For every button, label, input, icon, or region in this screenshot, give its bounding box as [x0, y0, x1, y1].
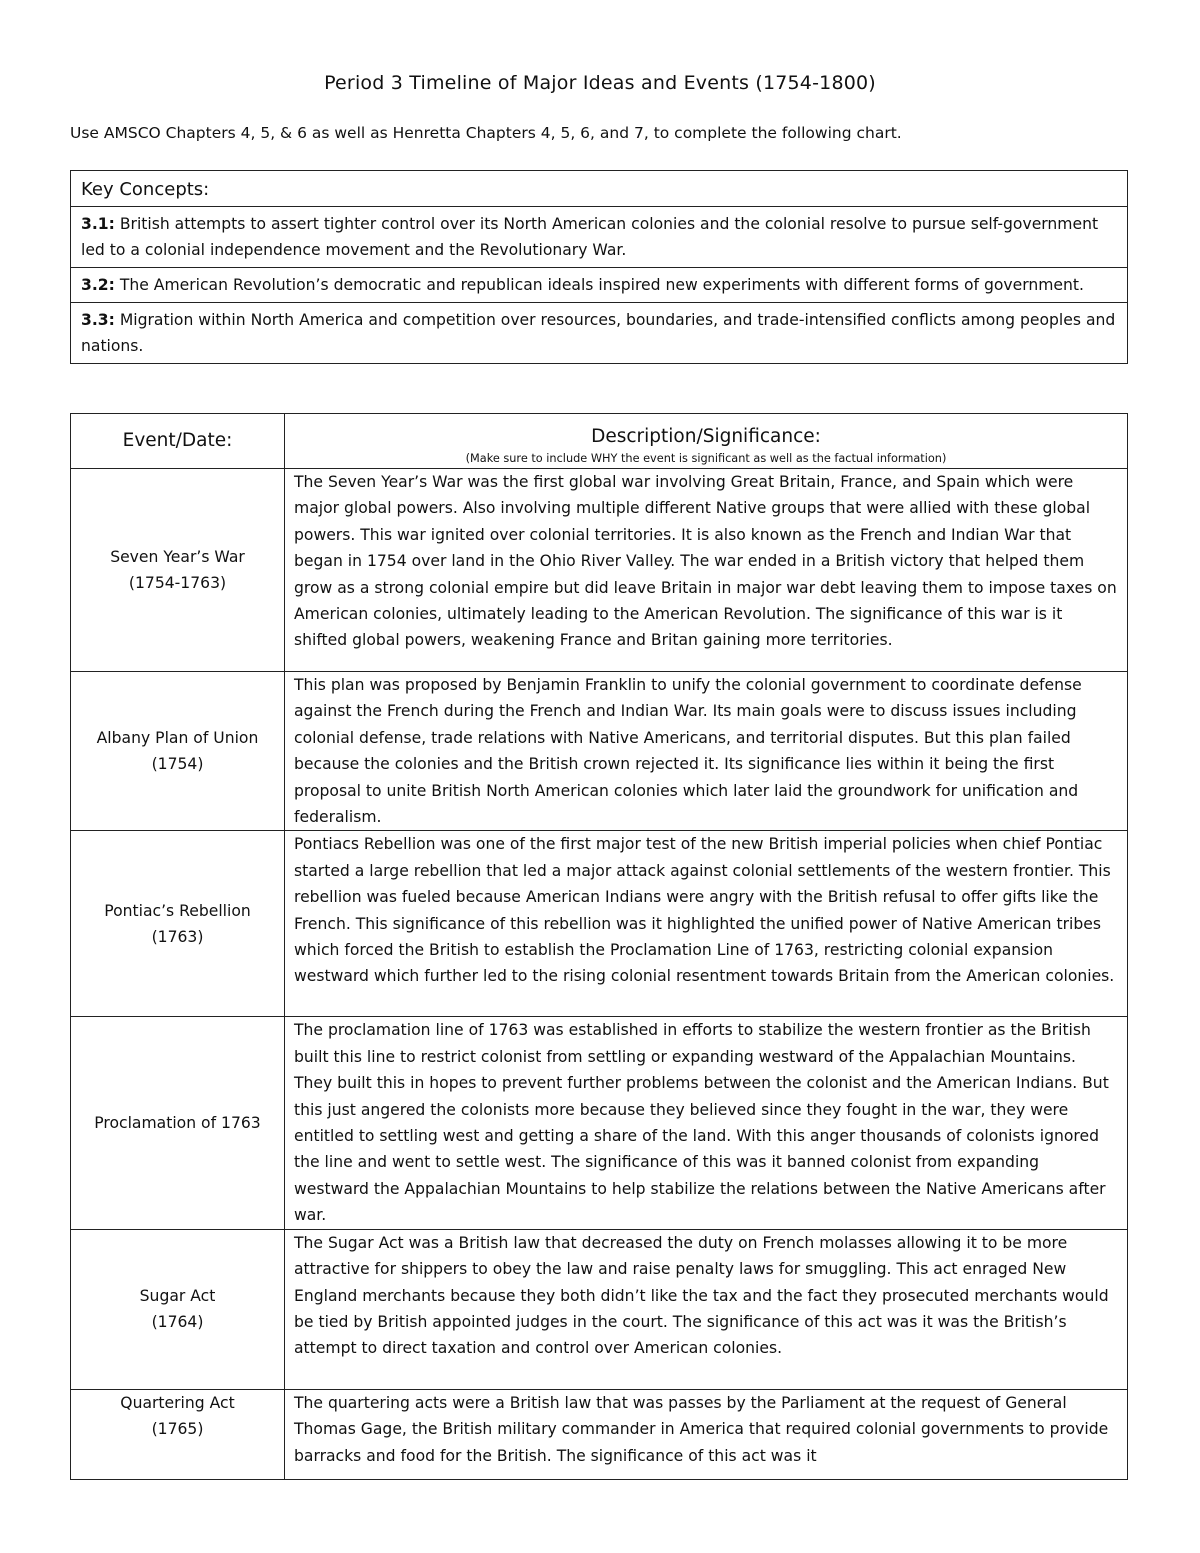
event-description: Pontiacs Rebellion was one of the first major test of the new British imperial policies when chief Pontiac started a large rebellion that led a major attack against colonial settlements of the western frontier. This rebellion was fueled because American Indians were angry with the British refusal to offer gifts like the French. This significance of this rebellion was it highlighted the unified power of Native American tribes which forced the British to establish the Proclamation Line of 1763, restricting colonial expansion westward which further led to the rising colonial resentment towards Britain from the American colonies. — [285, 831, 1128, 1017]
event-cell — [71, 469, 285, 672]
table-row — [71, 672, 1128, 831]
instructions: Use AMSCO Chapters 4, 5, & 6 as well as Henretta Chapters 4, 5, 6, and 7, to complete the following chart. — [70, 124, 902, 142]
event-name: Proclamation of 1763 — [94, 1113, 261, 1132]
event-description: This plan was proposed by Benjamin Franklin to unify the colonial government to coordinate defense against the French during the French and Indian War. Its main goals were to discuss issues including colonial defense, trade relations with Native Americans, and territorial disputes. But this plan failed because the colonies and the British crown rejected it. Its significance lies within it being the first proposal to unite British North American colonies which later laid the groundwork for unification and federalism. — [285, 672, 1128, 831]
event-name: Sugar Act — [139, 1286, 216, 1305]
event-description: The quartering acts were a British law that was passes by the Parliament at the request of General Thomas Gage, the British military commander in America that required colonial governments to provide barracks and food for the British. The significance of this act was it — [285, 1389, 1128, 1479]
event-name: Quartering Act — [120, 1393, 235, 1412]
event-description: The Sugar Act was a British law that decreased the duty on French molasses allowing it to be more attractive for shippers to obey the law and raise penalty laws for smuggling. This act enraged New England merchants because they both didn’t like the tax and the fact they prosecuted merchants would be tied by British appointed judges in the court. The significance of this act was it was the British’s attempt to direct taxation and control over American colonies. — [285, 1229, 1128, 1389]
key-concepts-heading: Key Concepts: — [71, 171, 1128, 207]
page-title: Period 3 Timeline of Major Ideas and Events (1754-1800) — [324, 72, 876, 94]
table-row — [71, 1017, 1128, 1229]
key-concept-3-2 — [71, 268, 1128, 303]
table-row — [71, 831, 1128, 1017]
concept-text: British attempts to assert tighter control over its North American colonies and the colonial resolve to pursue self-government led to a colonial independence movement and the Revolutionary War. — [81, 215, 1099, 259]
event-name: Pontiac’s Rebellion — [104, 901, 251, 920]
concept-text: Migration within North America and competition over resources, boundaries, and trade-intensified conflicts among peoples and nations. — [81, 311, 1116, 355]
event-cell — [71, 1389, 285, 1479]
event-description: The Seven Year’s War was the first global war involving Great Britain, France, and Spain which were major global powers. Also involving multiple different Native groups that were allied with these global powers. This war ignited over colonial territories. It is also known as the French and Indian War that began in 1754 over land in the Ohio River Valley. The war ended in a British victory that helped them grow as a strong colonial empire but did leave Britain in major war debt leaving them to impose taxes on American colonies, ultimately leading to the American Revolution. The significance of this war is it shifted global powers, weakening France and Britan gaining more territories. — [285, 469, 1128, 672]
event-cell — [71, 831, 285, 1017]
event-name: Albany Plan of Union — [96, 728, 259, 747]
concept-number: 3.1: — [81, 215, 115, 233]
event-cell — [71, 1229, 285, 1389]
event-date: (1765) — [151, 1420, 204, 1439]
concept-text: The American Revolution’s democratic and republican ideals inspired new experiments with different forms of government. — [114, 276, 1084, 294]
event-date: (1763) — [151, 927, 204, 946]
event-date: (1754-1763) — [128, 574, 227, 592]
key-concepts-table — [70, 170, 1128, 364]
events-header-row — [71, 414, 1128, 469]
event-date: (1754) — [151, 755, 204, 774]
table-row — [71, 469, 1128, 672]
key-concept-3-1 — [71, 207, 1128, 268]
header-event-date: Event/Date: — [71, 414, 285, 469]
event-name: Seven Year’s War — [110, 547, 245, 566]
table-row — [71, 1229, 1128, 1389]
header-description-title: Description/Significance: — [591, 426, 821, 447]
event-date: (1764) — [151, 1313, 204, 1332]
header-description-note: (Make sure to include WHY the event is significant as well as the factual information) — [465, 452, 947, 465]
header-description — [285, 414, 1128, 469]
events-table — [70, 413, 1128, 1480]
event-cell — [71, 672, 285, 831]
table-row — [71, 1389, 1128, 1479]
event-cell — [71, 1017, 285, 1229]
concept-number: 3.2: — [81, 276, 115, 294]
event-description: The proclamation line of 1763 was established in efforts to stabilize the western frontier as the British built this line to restrict colonist from settling or expanding westward of the Appalachian Mountains. They built this in hopes to prevent further problems between the colonist and the American Indians. But this just angered the colonists more because they believed since they fought in the war, they were entitled to settling west and getting a share of the land. With this anger thousands of colonists ignored the line and went to settle west. The significance of this was it banned colonist from expanding westward the Appalachian Mountains to help stabilize the relations between the Native Americans after war. — [285, 1017, 1128, 1229]
concept-number: 3.3: — [81, 311, 115, 329]
key-concept-3-3 — [71, 303, 1128, 364]
